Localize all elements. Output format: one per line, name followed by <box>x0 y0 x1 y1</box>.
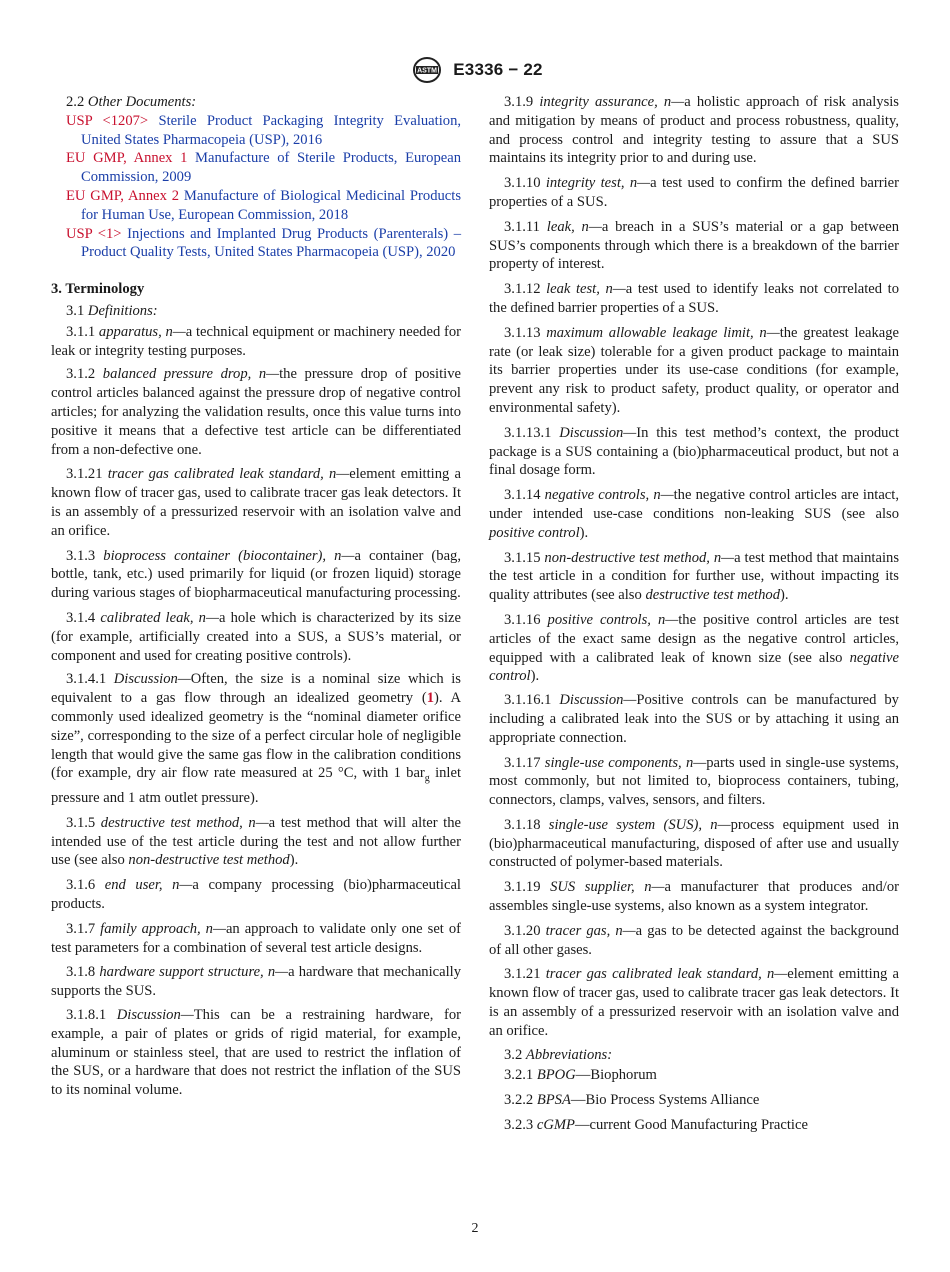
reference-item[interactable]: EU GMP, Annex 2 Manufacture of Biological Medicinal Products for Human Use, European Commission, 2018 <box>66 187 461 223</box>
abbreviations-subheading: 3.2 Abbreviations: <box>504 1046 613 1063</box>
other-documents-heading: 2.2 Other Documents: <box>66 94 197 110</box>
reference-link-1[interactable]: 1 <box>426 690 434 707</box>
astm-logo-icon <box>407 56 447 84</box>
term-destructive-test-method: 3.1.5 destructive test method, n—a test method that will alter the intended use of the test article during the test and not allow further use (see also non-destructive test method). <box>51 814 461 869</box>
term-non-destructive-test-method: 3.1.15 non-destructive test method, n—a test method that maintains the test article in a condition for further use, without impacting its quality attributes (see also destructive test method). <box>489 549 899 604</box>
term-balanced-pressure-drop: 3.1.2 balanced pressure drop, n—the pressure drop of positive control articles balanced against the pressure drop of negative control articles; for analyzing the validation results, once this value turns into positive it means that a defective test article can be differentiated from a non-defective one. <box>51 366 461 458</box>
reference-item[interactable]: EU GMP, Annex 1 Manufacture of Sterile Products, European Commission, 2009 <box>66 150 462 186</box>
term-hardware-support-structure: 3.1.8 hardware support structure, n—a hardware that mechanically supports the SUS. <box>51 964 462 1000</box>
term-maximum-allowable-leakage-limit: 3.1.13 maximum allowable leakage limit, n—the greatest leakage rate (or leak size) tolerable for a given product package to maintain its barrier properties under its use-case conditions (for example, prevent any risk to product safety, product quality, or operator and environmental safety). <box>489 324 900 416</box>
definitions-subheading: 3.1 Definitions: <box>66 302 158 319</box>
term-family-approach: 3.1.7 family approach, n—an approach to validate only one set of test parameters for a combination of several test article designs. <box>51 920 461 956</box>
term-single-use-system: 3.1.18 single-use system (SUS), n—process equipment used in (bio)pharmaceutical manufacturing, disposed of after use and usually constructed of polymer-based materials. <box>489 816 899 871</box>
term-tracer-gas-calibrated-leak-standard: 3.1.21 tracer gas calibrated leak standard, n—element emitting a known flow of tracer gas, used to calibrate tracer gas leak detectors. It is an assembly of a pressurized reservoir with an isolation valve and an orifice. <box>489 966 899 1039</box>
term-apparatus: 3.1.1 apparatus, n—a technical equipment or machinery needed for leak or integrity testing purposes. <box>51 323 461 359</box>
abbreviation-item: 3.2.1 BPOG—Biophorum <box>504 1067 657 1084</box>
term-sus-supplier: 3.1.19 SUS supplier, n—a manufacturer that produces and/or assembles single-use systems, also known as a system integrator. <box>489 879 899 915</box>
discussion-3-1-13-1: 3.1.13.1 Discussion—In this test method’s context, the product package is a SUS containing a (bio)pharmaceutical product, but not a final dosage form. <box>489 424 900 479</box>
abbreviation-item: 3.2.2 BPSA—Bio Process Systems Alliance <box>504 1092 760 1109</box>
reference-item[interactable]: USP <1207> Sterile Product Packaging Integrity Evaluation, United States Pharmacopeia (USP), 2016 <box>66 112 462 148</box>
reference-item[interactable]: USP <1> Injections and Implanted Drug Products (Parenterals) – Product Quality Tests, United States Pharmacopeia (USP), 2020 <box>66 225 461 261</box>
term-bioprocess-container: 3.1.3 bioprocess container (biocontainer), n—a container (bag, bottle, tank, etc.) used primarily for liquid (or frozen liquid) storage during various stages of biopharmaceutical manufacturing processing. <box>51 547 461 602</box>
term-end-user: 3.1.6 end user, n—a company processing (bio)pharmaceutical products. <box>51 877 461 912</box>
page-number: 2 <box>471 1221 479 1236</box>
term-calibrated-leak: 3.1.4 calibrated leak, n—a hole which is characterized by its size (for example, artificially created into a SUS, a SUS’s material, or component and used for creating positive controls). <box>51 609 461 664</box>
term-leak: 3.1.11 leak, n—a breach in a SUS’s material or a gap between SUS’s components through which there is a breakdown of the barrier property of interest. <box>489 218 899 273</box>
term-leak-test: 3.1.12 leak test, n—a test used to identify leaks not correlated to the defined barrier properties of a SUS. <box>489 281 899 316</box>
term-positive-controls: 3.1.16 positive controls, n—the positive control articles are test articles of the exact same design as the negative control articles, equipped with a calibrated leak of known size (see also negative control). <box>489 611 899 685</box>
abbreviation-item: 3.2.3 cGMP—current Good Manufacturing Practice <box>504 1117 808 1134</box>
left-column <box>51 93 461 1105</box>
page-header <box>0 56 950 84</box>
discussion-3-1-16-1: 3.1.16.1 Discussion—Positive controls can be manufactured by including a calibrated leak into the SUS or by attaching it using an appropriate connection. <box>489 692 899 746</box>
svg-text:ASTM: ASTM <box>417 67 438 75</box>
term-single-use-components: 3.1.17 single-use components, n—parts used in single-use systems, most commonly, but not limited to, bioprocess containers, tubing, connectors, clamps, valves, sensors, and filters. <box>489 754 899 809</box>
term-tracer-gas: 3.1.20 tracer gas, n—a gas to be detected against the background of all other gases. <box>489 922 899 958</box>
discussion-3-1-2-1: 3.1.21 tracer gas calibrated leak standard, n—element emitting a known flow of tracer gas, used to calibrate tracer gas leak detectors. It is an assembly of a pressurized reservoir with an isolation valve and an orifice. <box>51 466 461 539</box>
right-column <box>489 93 899 1140</box>
term-negative-controls: 3.1.14 negative controls, n—the negative control articles are intact, under intended use-case conditions non-leaking SUS (see also positive control). <box>489 487 899 541</box>
discussion-3-1-4-1: 3.1.4.1 Discussion—Often, the size is a nominal size which is equivalent to a gas flow through an idealized geometry (1). A commonly used idealized geometry is the “nominal diameter orifice size”, corresponding to the size of a perfect circular hole of negligible length that would give the same gas flow in the calibration conditions (for example, dry air flow rate measured at 25 °C, with 1 bar$_g$ inlet pressure and 1 atm outlet pressure). <box>51 671 462 806</box>
term-integrity-test: 3.1.10 integrity test, n—a test used to confirm the defined barrier properties of a SUS. <box>489 175 899 210</box>
discussion-3-1-8-1: 3.1.8.1 Discussion—This can be a restraining hardware, for example, a pair of plates or grids of rigid material, for example, aluminum or stainless steel, that are used to restrict the inflation of the SUS, or a hardware that does not restrict the inflation of the SUS to its nominal volume. <box>51 1006 461 1099</box>
document-designation: E3336 − 22 <box>453 60 543 79</box>
term-integrity-assurance: 3.1.9 integrity assurance, n—a holistic approach of risk analysis and mitigation by means of product and process robustness, quality, and process control and integrity testing to assure that a SUS maintains its integrity prior to and during use. <box>489 94 899 167</box>
section-heading-terminology: 3. Terminology <box>51 281 145 298</box>
